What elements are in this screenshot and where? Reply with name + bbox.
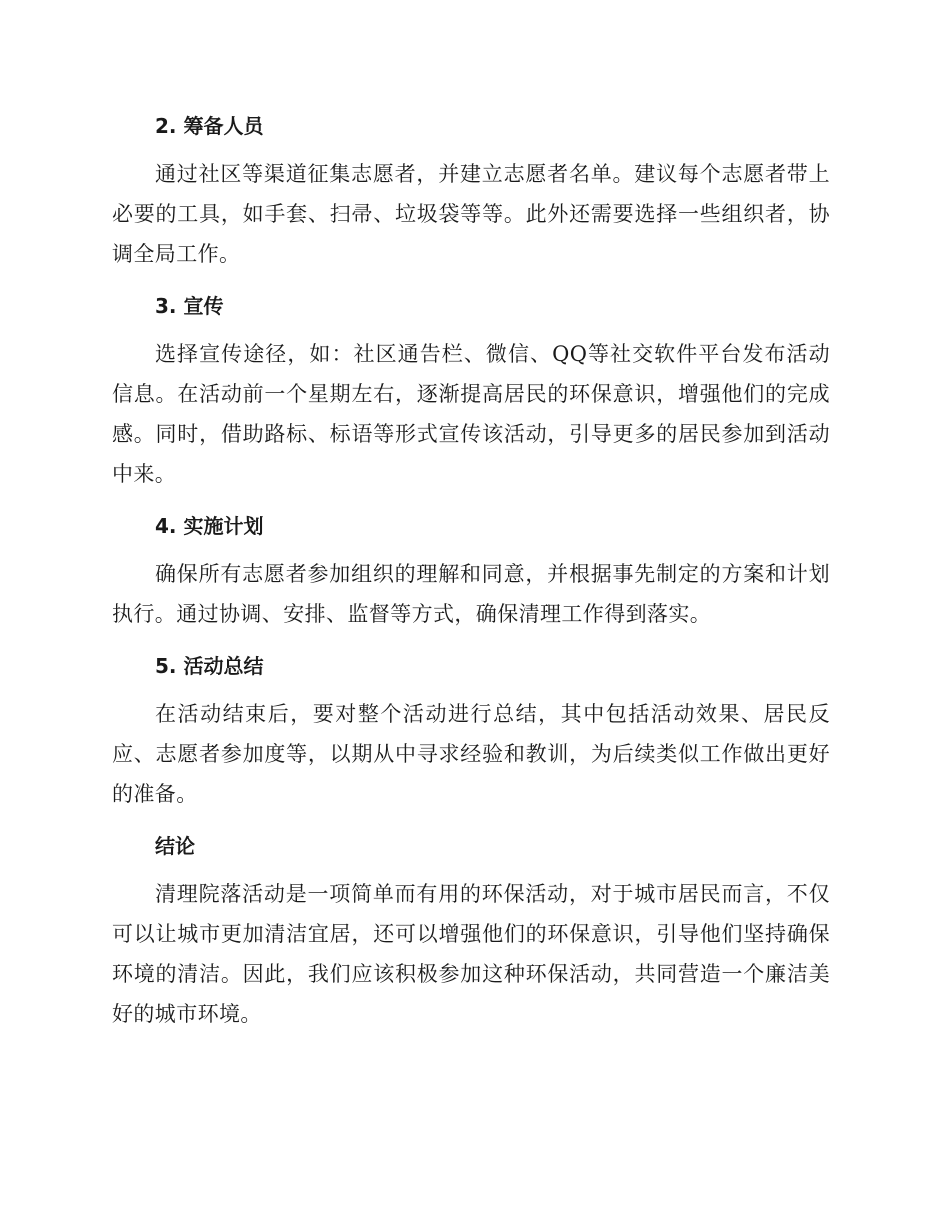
section-heading: 结论 — [155, 834, 195, 858]
section-heading: 3. 宣传 — [155, 294, 224, 318]
section-paragraph: 确保所有志愿者参加组织的理解和同意，并根据事先制定的方案和计划执行。通过协调、安排、监督等方式，确保清理工作得到落实。 — [112, 562, 830, 626]
section-heading: 5. 活动总结 — [155, 654, 264, 678]
section-heading: 4. 实施计划 — [155, 514, 264, 538]
section-paragraph: 在活动结束后，要对整个活动进行总结，其中包括活动效果、居民反应、志愿者参加度等，以期从中寻求经验和教训，为后续类似工作做出更好的准备。 — [112, 702, 830, 806]
section-paragraph: 清理院落活动是一项简单而有用的环保活动，对于城市居民而言，不仅可以让城市更加清洁宜居，还可以增强他们的环保意识，引导他们坚持确保环境的清洁。因此，我们应该积极参加这种环保活动，共同营造一个廉洁美好的城市环境。 — [112, 882, 830, 1026]
section-summary — [112, 644, 830, 814]
section-implementation — [112, 504, 830, 634]
section-paragraph: 选择宣传途径，如：社区通告栏、微信、QQ等社交软件平台发布活动信息。在活动前一个星期左右，逐渐提高居民的环保意识，增强他们的完成感。同时，借助路标、标语等形式宣传该活动，引导更多的居民参加到活动中来。 — [112, 342, 830, 486]
section-staffing — [112, 104, 830, 274]
section-paragraph: 通过社区等渠道征集志愿者，并建立志愿者名单。建议每个志愿者带上必要的工具，如手套、扫帚、垃圾袋等等。此外还需要选择一些组织者，协调全局工作。 — [112, 162, 830, 266]
section-heading: 2. 筹备人员 — [155, 114, 264, 138]
section-conclusion — [112, 824, 830, 1034]
document-page — [112, 104, 830, 1044]
section-publicity — [112, 284, 830, 494]
